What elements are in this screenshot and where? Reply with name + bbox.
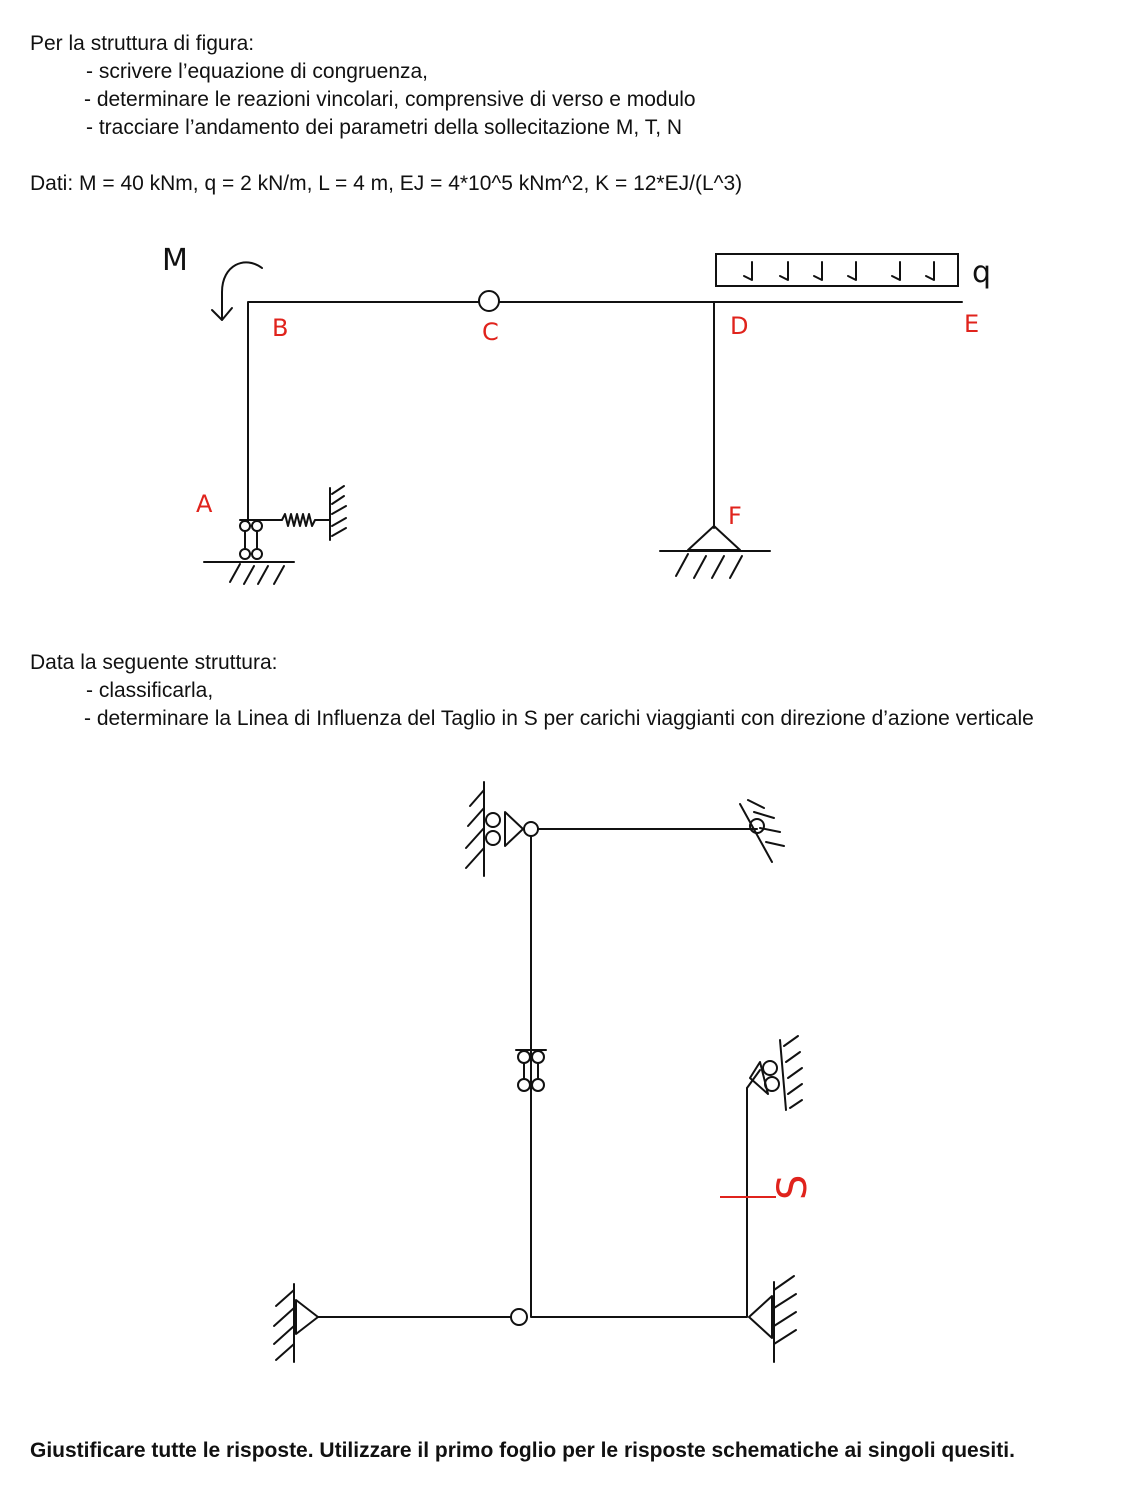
pin-support-top-right-icon bbox=[740, 800, 784, 862]
hinge-bottom bbox=[511, 1309, 527, 1325]
problem1-data: Dati: M = 40 kNm, q = 2 kN/m, L = 4 m, EJ = 4*10^5 kNm^2, K = 12*EJ/(L^3) bbox=[30, 172, 743, 195]
problem2-task-2: - determinare la Linea di Influenza del Taglio in S per carichi viaggianti con direzione d’azione verticale bbox=[84, 707, 1034, 730]
problem1-task-2: - determinare le reazioni vincolari, comprensive di verso e modulo bbox=[84, 88, 696, 111]
problem1-task-3: - tracciare l’andamento dei parametri della sollecitazione M, T, N bbox=[86, 116, 683, 139]
node-label-c: C bbox=[482, 318, 499, 346]
frame-members-main bbox=[531, 829, 747, 1317]
roller-support-top-left-icon bbox=[466, 782, 523, 876]
spring-a-icon bbox=[262, 486, 346, 540]
moment-label: M bbox=[162, 243, 188, 278]
problem2-task-1: - classificarla, bbox=[86, 679, 214, 702]
frame-right-top-link bbox=[747, 1070, 760, 1088]
internal-double-link-icon bbox=[516, 1050, 546, 1091]
roller-support-a-icon bbox=[204, 520, 294, 584]
footer-instructions: Giustificare tutte le risposte. Utilizzare il primo foglio per le risposte schematiche ai singoli quesiti. bbox=[30, 1439, 1015, 1462]
problem1-intro: Per la struttura di figura: bbox=[30, 32, 255, 55]
distributed-load-arrows-icon bbox=[744, 262, 934, 280]
node-label-e: E bbox=[964, 310, 980, 338]
pin-support-bottom-right-icon bbox=[749, 1276, 796, 1362]
pin-support-bottom-left-icon bbox=[274, 1284, 318, 1362]
node-label-f: F bbox=[728, 502, 742, 530]
hinge-c bbox=[479, 291, 499, 311]
pin-support-f-icon bbox=[660, 526, 770, 578]
node-label-a: A bbox=[196, 490, 213, 518]
moment-arrow-icon bbox=[222, 262, 262, 318]
frame-figure-1 bbox=[0, 0, 1148, 620]
node-label-d: D bbox=[730, 312, 749, 340]
problem2-intro: Data la seguente struttura: bbox=[30, 651, 278, 674]
section-s-label: S bbox=[770, 1174, 816, 1200]
node-label-b: B bbox=[272, 314, 289, 342]
problem1-task-1: - scrivere l’equazione di congruenza, bbox=[86, 60, 429, 83]
hinge-top-left bbox=[524, 822, 538, 836]
frame-beam-abe bbox=[248, 302, 962, 522]
load-label: q bbox=[972, 255, 992, 290]
roller-support-right-icon bbox=[750, 1036, 802, 1110]
